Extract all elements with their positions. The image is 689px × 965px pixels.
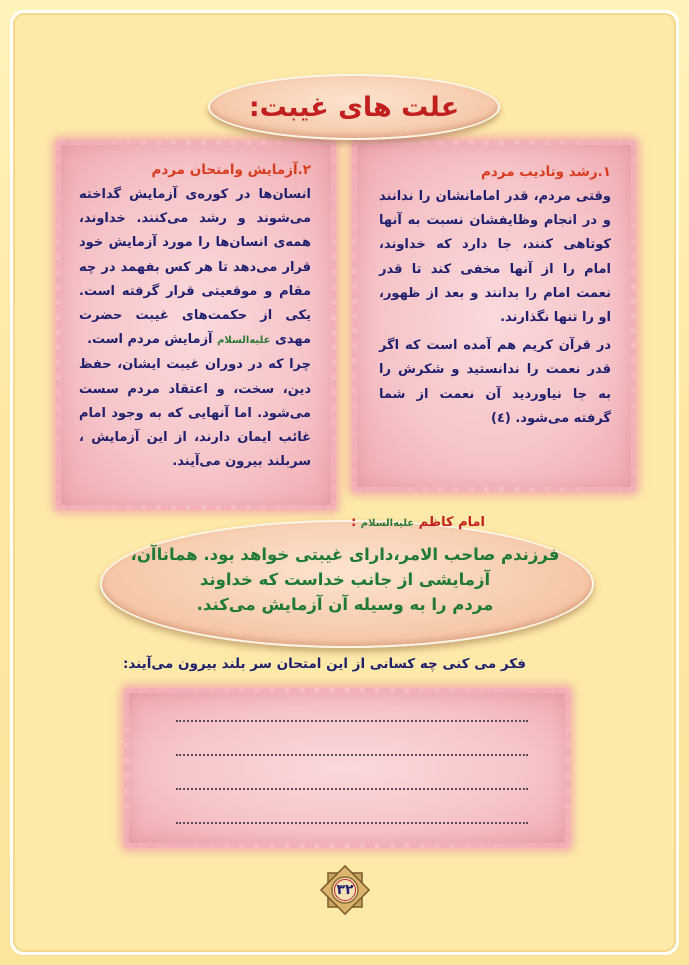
answer-line-3[interactable] (176, 788, 528, 790)
page-number: ۳۲ (336, 882, 354, 898)
answer-line-4[interactable] (176, 822, 528, 824)
title-banner (208, 74, 500, 140)
right-panel-heading: ۱.رشد وتادیب مردم (480, 164, 611, 180)
right-panel-paragraph-1: وقتی مردم، قدر امامانشان را ندانند و در انجام وظایفشان نسبت به آنها کوتاهی کنند، جا دارد که خداوند، امام را از آنها مخفی کند تا قدر نعمت امام را بدانند و بعد از ظهور، او را تنها نگذارند. (379, 189, 611, 326)
honorific-icon: علیه‌السلام (217, 335, 271, 347)
quote-author-colon: : (351, 515, 357, 530)
page-number-badge (320, 865, 370, 915)
left-panel-paragraph-2: چرا که در دوران غیبت ایشان، حفظ دین، سخت، و اعتقاد مردم سست می‌شود. اما آنهایی که به وجود امام غائب ایمان دارند، از این آزمایش ، سربلند بیرون می‌آیند. (79, 357, 311, 470)
answer-box[interactable] (124, 688, 570, 848)
left-panel-paragraph-1 (79, 183, 311, 353)
question-prompt: فکر می کنی چه کسانی از این امتحان سر بلند بیرون می‌آیند: (122, 656, 526, 672)
page-title: علت های غیبت: (248, 91, 460, 123)
quote-line-2: آزمایشی از جانب خداست که خداوند (199, 570, 491, 589)
left-panel-paragraph-1-end: آزمایش مردم است. (87, 332, 213, 348)
left-panel-paragraph-1-text: انسان‌ها در کوره‌ی آزمایش گداخته می‌شوند و رشد می‌کنند. خداوند، همه‌ی انسان‌ها را مورد آزمایش خود قرار می‌دهد تا هر کس بفهمد در چه مقام و موقعیتی قرار گرفته است. یکی از حکمت‌های غیبت حضرت مهدی (79, 187, 311, 348)
quote-honorific-icon: علیه‌السلام (360, 518, 415, 529)
answer-line-2[interactable] (176, 754, 528, 756)
quote-line-3: مردم را به وسیله آن آزمایش می‌کند. (196, 595, 494, 614)
right-panel-paragraph-2: در قرآن کریم هم آمده است که اگر قدر نعمت را ندانستید و شکرش را به جا نیاوردید آن نعمت از شما گرفته می‌شود. (٤) (379, 338, 611, 426)
left-panel-heading: ۲.آزمایش وامتحان مردم (151, 162, 311, 178)
quote-text (110, 542, 580, 617)
quote-author-name: امام کاظم (418, 515, 485, 530)
answer-line-1[interactable] (176, 720, 528, 722)
quote-line-1: فرزندم صاحب الامر،دارای غیبتی خواهد بود. همانا‌آن، (130, 545, 560, 564)
right-panel (352, 140, 636, 492)
left-panel (56, 140, 336, 510)
quote-author (351, 515, 485, 530)
